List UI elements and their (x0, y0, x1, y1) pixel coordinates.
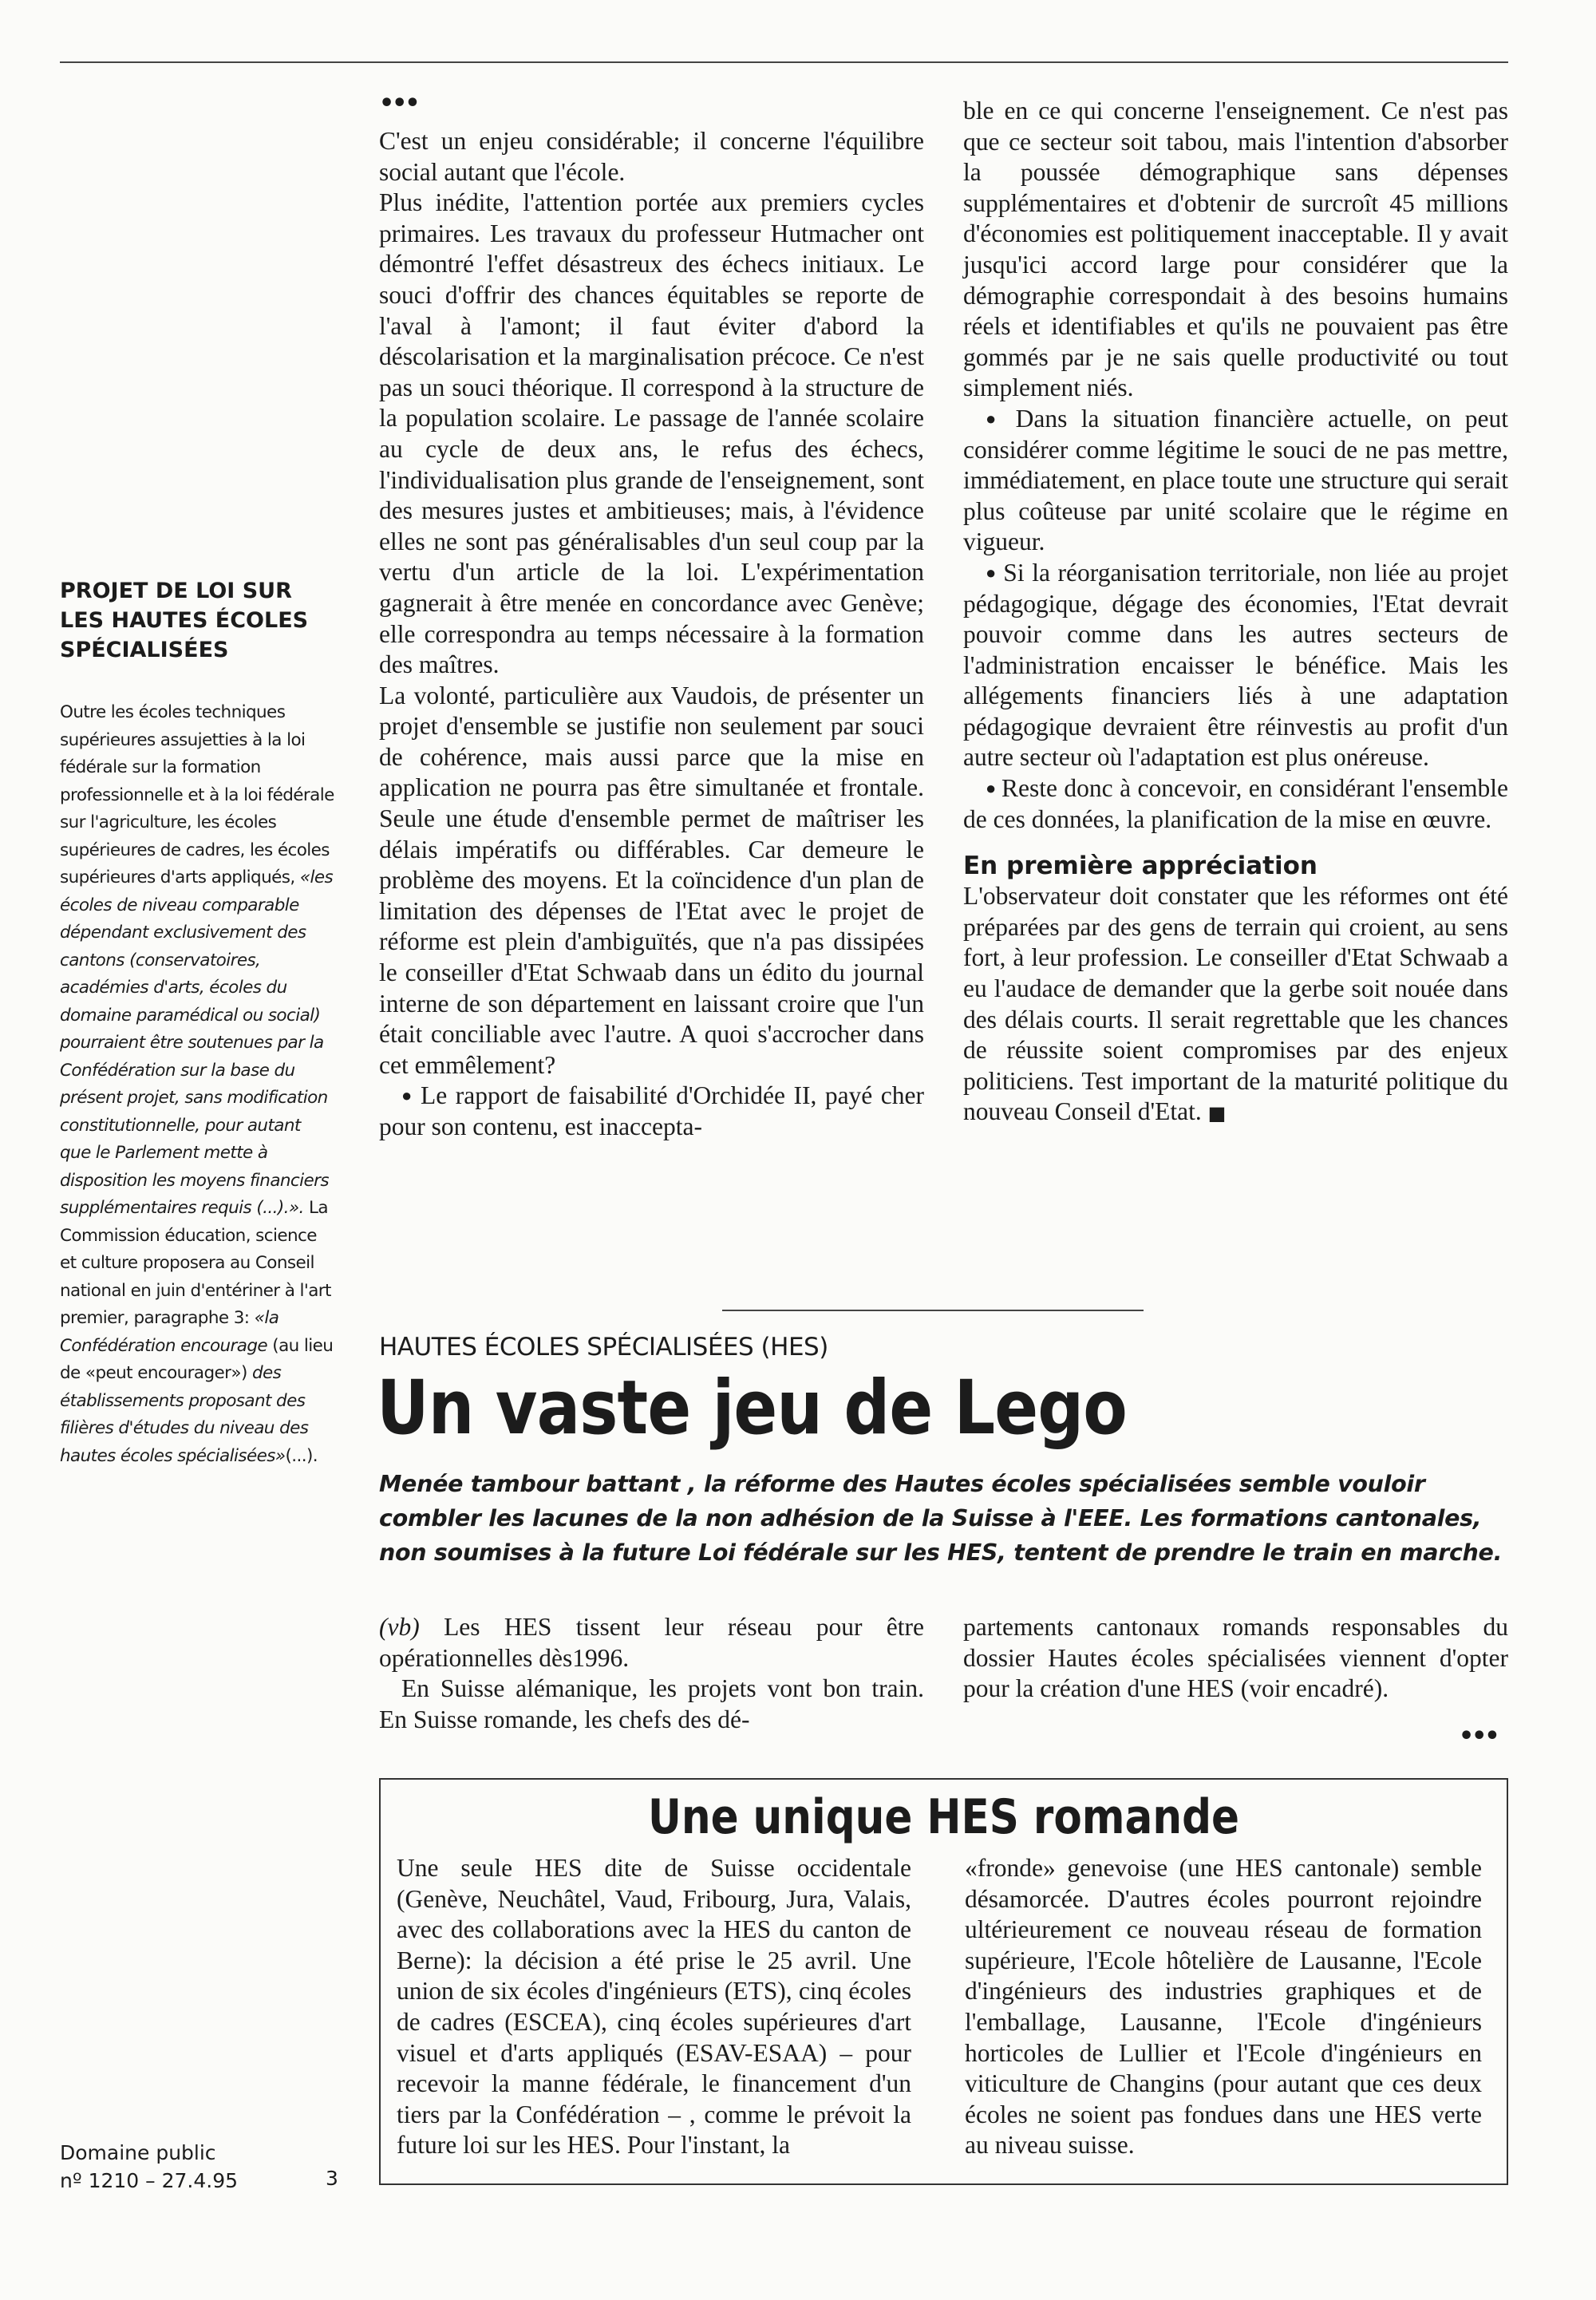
sidebar-quote-3: des établissements proposant des filières d'études du niveau des hautes écoles spécialisées» (60, 1363, 309, 1466)
page-number: 3 (326, 2167, 338, 2190)
col2-subheading: En première appréciation (963, 852, 1317, 881)
article-col2-paragraph-1: partements cantonaux romands responsables du dossier Hautes écoles spécialisées viennent d'opter pour la création d'une HES (voir encadré). (963, 1613, 1508, 1703)
top-rule (60, 61, 1508, 63)
col1-paragraph-4: ● Le rapport de faisabilité d'Orchidée II, payé cher pour son contenu, est inaccepta- (379, 1081, 924, 1142)
sidebar-text-4: (...). (285, 1445, 318, 1466)
article-col1-paragraph-2: En Suisse alémanique, les projets vont bon train. En Suisse romande, les chefs des dé- (379, 1674, 924, 1733)
sidebar-text-1: Outre les écoles techniques supérieures assujetties à la loi fédérale sur la formation professionnelle et à la loi fédérale sur l'agriculture, les écoles supérieures de cadres, les écoles supérieures d'arts appliqués, (60, 702, 334, 887)
upper-column-1 (379, 126, 924, 1143)
col2-paragraph-4: ● Reste donc à concevoir, en considérant l'ensemble de ces données, la planification de la mise en œuvre. (963, 773, 1508, 835)
box-column-1: Une seule HES dite de Suisse occidentale (Genève, Neuchâtel, Vaud, Fribourg, Jura, Valais, avec des collaborations avec la HES du canton de Berne): la décision a été prise le 25 avril. Une union de six écoles d'ingénieurs (ETS), cinq écoles de cadres (ESCEA), cinq écoles supérieures d'art visuel et d'arts appliqués (ESAV-ESAA) – pour recevoir la manne fédérale, le financement d'un tiers par la Confédération – , comme le prévoit la future loi sur les HES. Pour l'instant, la (397, 1854, 911, 2160)
sidebar-quote-1: «les écoles de niveau comparable dépendant exclusivement des cantons (conservatoires, académies d'arts, écoles du domaine paramédical ou social) pourraient être soutenues par la Confédération sur la base du présent projet, sans modification constitutionnelle, pour autant que le Parlement mette à disposition les moyens financiers supplémentaires requis (...).». (60, 867, 334, 1218)
box-title: Une unique HES romande (647, 1789, 1240, 1845)
col1-paragraph-2: Plus inédite, l'attention portée aux premiers cycles primaires. Les travaux du professeur Hutmacher ont démontré l'effet désastreux des échecs initiaux. Le souci d'offrir des chances équitables se reporte de l'aval à l'amont; il faut éviter d'abord la déscolarisation et la marginalisation précoce. Ce n'est pas un souci théorique. Il correspond à la structure de la population scolaire. Le passage de l'année scolaire au cycle de deux ans, le refus des échecs, l'individualisation plus grande de l'enseignement, sont des mesures justes et ambitieuses; mais, à l'évidence elles ne sont pas généralisables d'un seul coup par la vertu d'un article de la loi. L'expérimentation gagnerait à être menée en concordance avec Genève; elle correspondra au temps nécessaire à la formation des maîtres. (379, 188, 924, 679)
sidebar-text-2: La Commission éducation, science et culture proposera au Conseil national en juin d'entériner à l'art premier, paragraphe 3: (60, 1198, 331, 1328)
box-column-2: «fronde» genevoise (une HES cantonale) semble désamorcée. D'autres écoles pourront rejoindre ultérieurement ce nouveau réseau de formation supérieure, l'Ecole hôtelière de Lausanne, l'Ecole d'ingénieurs des industries graphiques et de l'emballage, Lausanne, l'Ecole d'ingénieurs horticoles de Lullier et l'Ecole d'ingénieurs en viticulture de Changins (pour autant que ces deux écoles ne soient pas fondues dans une HES verte au niveau suisse. (965, 1854, 1482, 2160)
col2-paragraph-5 (963, 881, 1508, 1129)
boxed-article (379, 1778, 1508, 2185)
col1-paragraph-3: La volonté, particulière aux Vaudois, de présenter un projet d'ensemble se justifie non seulement par souci de cohérence, mais aussi parce que la mise en application ne pourra pas être simultanée et frontale. Seule une étude d'ensemble permet de maîtriser les délais impératifs ou différables. Car demeure le problème des moyens. Et la coïncidence d'un plan de limitation des dépenses de l'Etat avec le projet de réforme est plein d'ambiguïtés, que n'a pas dissipées le conseiller d'Etat Schwaab dans un édito du journal interne de son département en laissant croire que l'un était conciliable avec l'autre. A quoi s'accrocher dans cet emmêlement? (379, 681, 924, 1079)
end-mark: ■ (1207, 1102, 1227, 1125)
sidebar-text-3: (au lieu de «peut encourager») (60, 1335, 334, 1383)
footer-publication-name: Domaine public (60, 2141, 216, 2164)
col2-paragraph-1: ble en ce qui concerne l'enseignement. Ce n'est pas que ce secteur soit tabou, mais l'intention d'absorber la poussée démographique sans dépenses supplémentaires et d'obtenir de surcroît 45 millions d'économies est politiquement inacceptable. Il y avait jusqu'ici accord large pour considérer que la démographie correspondait à des besoins humains réels et identifiables et qu'ils ne pouvaient pas être gommés par je ne sais quelle productivité ou tout simplement niés. (963, 97, 1508, 402)
article-column-1 (379, 1612, 924, 1735)
article-headline: Un vaste jeu de Lego (377, 1365, 1127, 1452)
article-separator-rule (722, 1310, 1144, 1311)
article-kicker: HAUTES ÉCOLES SPÉCIALISÉES (HES) (379, 1333, 828, 1361)
sidebar-text (60, 699, 335, 1470)
article-lede: Menée tambour battant , la réforme des Hautes écoles spécialisées semble vouloir combler les lacunes de la non adhésion de la Suisse à l'EEE. Les formations cantonales, non soumises à la future Loi fédérale sur les HES, tentent de prendre le train en marche. (379, 1471, 1503, 1566)
col1-paragraph-1: C'est un enjeu considérable; il concerne l'équilibre social autant que l'école. (379, 127, 924, 186)
continued-marker: ••• (379, 89, 418, 117)
sidebar-quote-2: «la Confédération encourage (60, 1308, 279, 1356)
footer-publication (60, 2139, 238, 2195)
article-author: (vb) (379, 1613, 420, 1641)
article-col1-paragraph-1-text: Les HES tissent leur réseau pour être opérationnelles dès1996. (379, 1613, 924, 1672)
article-col1-paragraph-1 (379, 1612, 924, 1674)
sidebar-heading: PROJET DE LOI SUR LES HAUTES ÉCOLES SPÉCIALISÉES (60, 579, 309, 662)
col2-paragraph-3: ● Si la réorganisation territoriale, non liée au projet pédagogique, dégage des économies, l'Etat devrait pouvoir comme dans les autres secteurs de l'administration encaisser le bénéfice. Mais les allégements financiers liés à une adaptation pédagogique devraient être réinvestis au profit d'un autre secteur où l'adaptation est plus onéreuse. (963, 558, 1508, 773)
col2-paragraph-5-text: L'observateur doit constater que les réformes ont été préparées par des gens de terrain qui croient, au sens fort, à leur profession. Le conseiller d'Etat Schwaab a eu l'audace de demander que la gerbe soit nouée dans des délais courts. Il serait regrettable que les chances de réussite soient compromises par des enjeux politiciens. Test important de la maturité politique du nouveau Conseil d'Etat. (963, 882, 1508, 1126)
article-column-2 (963, 1612, 1508, 1705)
article-continued-marker: ••• (1459, 1722, 1498, 1750)
upper-column-2 (963, 96, 1508, 1129)
col2-paragraph-2: ● Dans la situation financière actuelle, on peut considérer comme légitime le souci de ne pas mettre, immédiatement, en place toute une structure qui serait plus coûteuse par unité scolaire que le régime en vigueur. (963, 404, 1508, 558)
footer-issue: nº 1210 – 27.4.95 (60, 2169, 239, 2192)
